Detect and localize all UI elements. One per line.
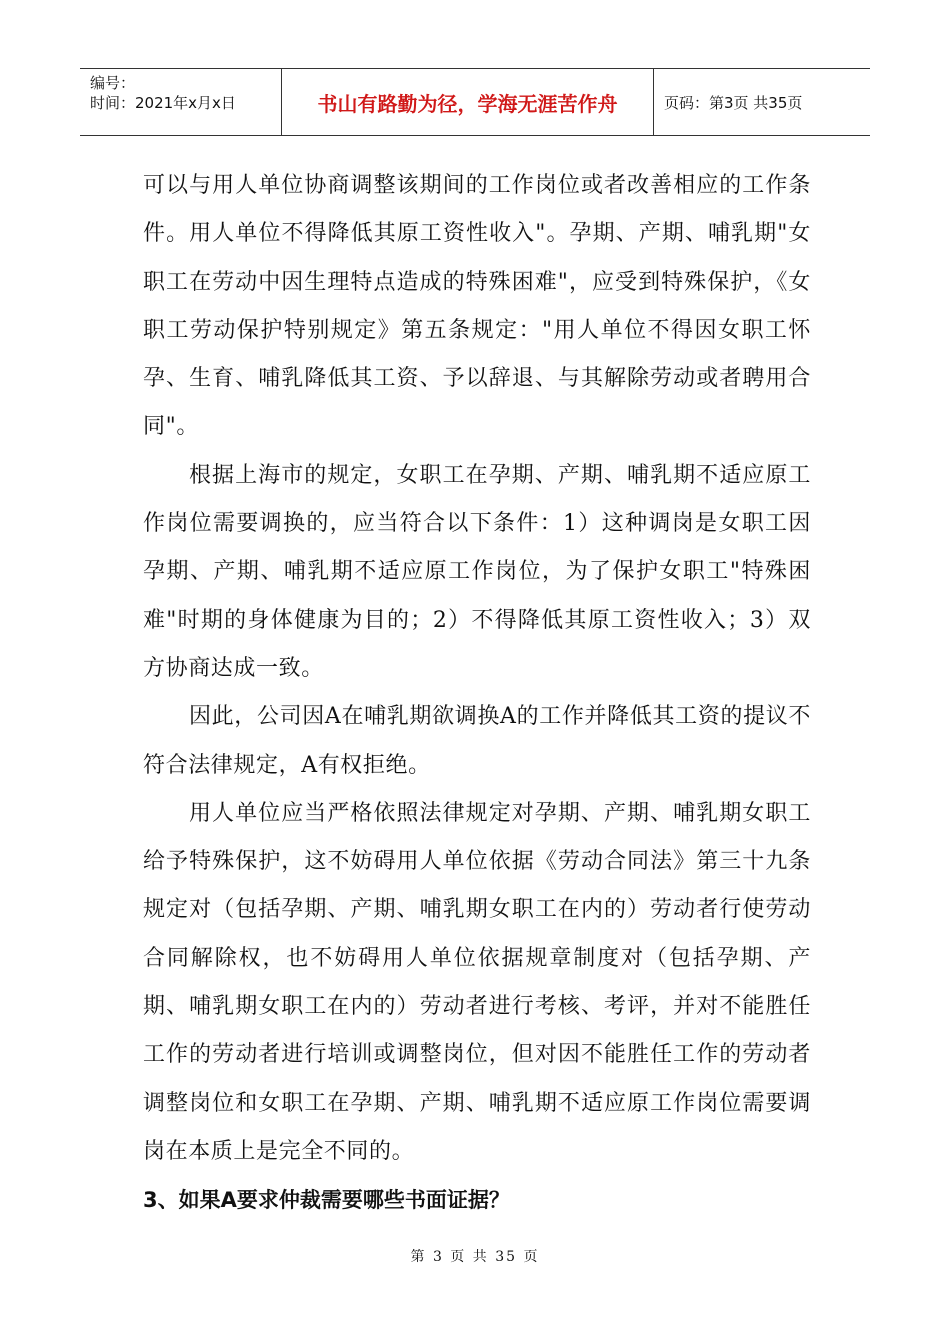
paragraph-1: 可以与用人单位协商调整该期间的工作岗位或者改善相应的工作条件。用人单位不得降低其原工资性收入"。孕期、产期、哺乳期"女职工在劳动中因生理特点造成的特殊困难"，应受到特殊保护，《女职工劳动保护特别规定》第五条规定："用人单位不得因女职工怀孕、生育、哺乳降低其工资、予以辞退、与其解除劳动或者聘用合同"。 xyxy=(143,173,811,440)
header-motto: 书山有路勤为径，学海无涯苦作舟 xyxy=(282,69,654,135)
document-body xyxy=(143,162,811,1224)
page-header xyxy=(80,68,870,136)
paragraph-4: 用人单位应当严格依照法律规定对孕期、产期、哺乳期女职工给予特殊保护，这不妨碍用人单位依据《劳动合同法》第三十九条规定对（包括孕期、产期、哺乳期女职工在内的）劳动者行使劳动合同解除权，也不妨碍用人单位依据规章制度对（包括孕期、产期、哺乳期女职工在内的）劳动者进行考核、考评，并对不能胜任工作的劳动者进行培训或调整岗位，但对因不能胜任工作的劳动者调整岗位和女职工在孕期、产期、哺乳期不适应原工作岗位需要调岗在本质上是完全不同的。 xyxy=(143,800,811,1164)
paragraph-2: 根据上海市的规定，女职工在孕期、产期、哺乳期不适应原工作岗位需要调换的，应当符合以下条件：1）这种调岗是女职工因孕期、产期、哺乳期不适应原工作岗位，为了保护女职工"特殊困难"时期的身体健康为目的；2）不得降低其原工资性收入；3）双方协商达成一致。 xyxy=(143,462,811,681)
header-meta xyxy=(80,69,282,135)
header-page-info: 页码：第3页 共35页 xyxy=(664,93,803,112)
time-label: 时间：2021年x月x日 xyxy=(90,94,236,112)
paragraph-3: 因此，公司因A在哺乳期欲调换A的工作并降低其工资的提议不符合法律规定，A有权拒绝。 xyxy=(143,704,811,778)
number-label: 编号： xyxy=(90,74,136,92)
section-heading: 3、如果A要求仲裁需要哪些书面证据？ xyxy=(143,1188,510,1213)
page-footer: 第 3 页 共 35 页 xyxy=(410,1249,540,1265)
